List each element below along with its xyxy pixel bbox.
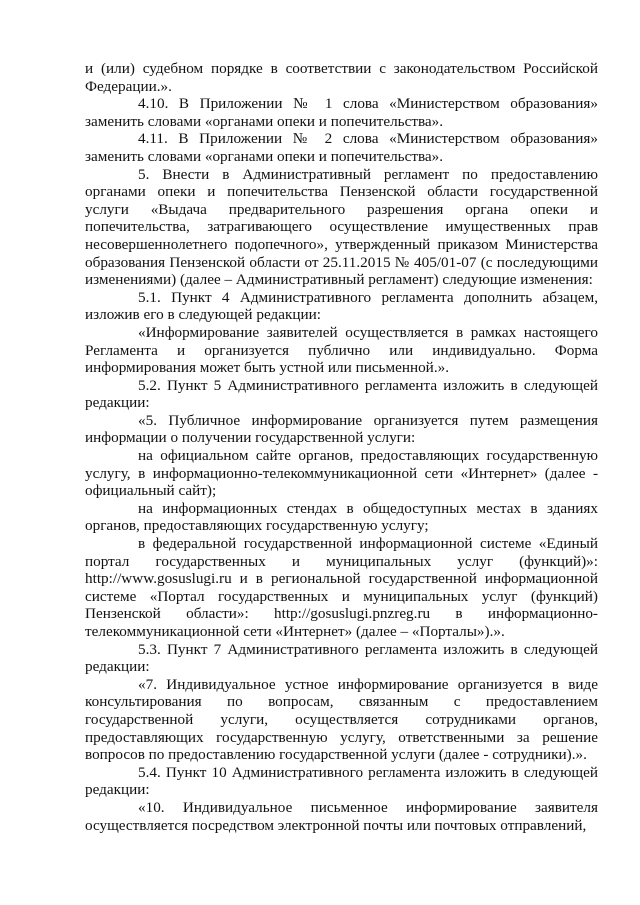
paragraph-4-10: 4.10. В Приложении № 1 слова «Министерством образования» заменить словами «органами опеки и попечительства». xyxy=(85,95,598,130)
paragraph-5-1-quote: «Информирование заявителей осуществляется в рамках настоящего Регламента и организуется публично или индивидуально. Форма информирования может быть устной или письменной.». xyxy=(85,323,598,377)
paragraph-5-4-quote: «10. Индивидуальное письменное информирование заявителя осуществляется посредством электронной почты или почтовых отправлений, xyxy=(85,798,598,834)
document-page xyxy=(85,60,598,834)
paragraph-5-2: 5.2. Пункт 5 Административного регламента изложить в следующей редакции: xyxy=(85,376,598,412)
paragraph-info-stands: на информационных стендах в общедоступных местах в зданиях органов, предоставляющих государственную услугу; xyxy=(85,499,598,535)
paragraph-continuation: и (или) судебном порядке в соответствии с законодательством Российской Федерации.». xyxy=(85,60,598,95)
paragraph-5-1: 5.1. Пункт 4 Административного регламента дополнить абзацем, изложив его в следующей редакции: xyxy=(85,288,598,324)
paragraph-official-site: на официальном сайте органов, предоставляющих государственную услугу, в информационно-телекоммуникационной сети «Интернет» (далее - официальный сайт); xyxy=(85,447,598,500)
paragraph-5: 5. Внести в Административный регламент по предоставлению органами опеки и попечительства Пензенской области государственной услуги «Выдача предварительного разрешения органа опеки и попечительства, затрагивающего осуществление имущественных прав несовершеннолетнего подопечного», утвержденный приказом Министерства образования Пензенской области от 25.11.2015 № 405/01-07 (с последующими изменениями) (далее – Административный регламент) следующие изменения: xyxy=(85,165,598,289)
paragraph-portals: в федеральной государственной информационной системе «Единый портал государственных и муниципальных услуг (функций)»: http://www.gosuslugi.ru и в региональной государственной информационной системе «Портал государственных и муниципальных услуг (функций) Пензенской области»: http://gosuslugi.pnzreg.ru в информационно-телекоммуникационной сети «Интернет» (далее – «Порталы»).». xyxy=(85,535,598,640)
paragraph-5-3-quote: «7. Индивидуальное устное информирование организуется в виде консультирования по вопросам, связанным с предоставлением государственной услуги, осуществляется сотрудниками органов, предоставляющих государственную услугу, ответственными за решение вопросов по предоставлению государственной услуги (далее - сотрудники).». xyxy=(85,675,598,764)
paragraph-4-11: 4.11. В Приложении № 2 слова «Министерством образования» заменить словами «органами опеки и попечительства». xyxy=(85,130,598,165)
paragraph-5-2-quote: «5. Публичное информирование организуется путем размещения информации о получении государственной услуги: xyxy=(85,411,598,447)
paragraph-5-3: 5.3. Пункт 7 Административного регламента изложить в следующей редакции: xyxy=(85,640,598,676)
paragraph-5-4: 5.4. Пункт 10 Административного регламента изложить в следующей редакции: xyxy=(85,763,598,799)
